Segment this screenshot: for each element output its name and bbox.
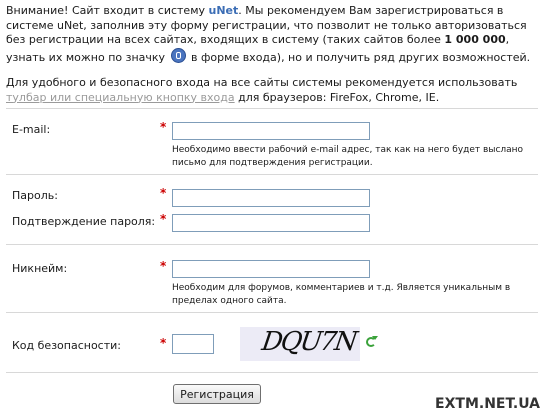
divider [6, 108, 538, 109]
captcha-text: DQU7N [259, 327, 358, 357]
register-button[interactable]: Регистрация [173, 384, 261, 404]
nickname-label: Никнейм: [12, 262, 68, 275]
intro-paragraph-2 [6, 76, 544, 105]
nickname-field[interactable] [172, 260, 370, 278]
recommend-text: Для удобного и безопасного входа на все сайты системы рекомендуется использовать [6, 76, 518, 89]
unet-link[interactable]: uNet [208, 4, 239, 17]
password-label: Пароль: [12, 189, 58, 202]
email-field[interactable] [172, 122, 370, 140]
refresh-icon[interactable] [366, 337, 376, 347]
required-mark: * [160, 336, 167, 350]
divider [6, 312, 538, 313]
intro-paragraph-1 [6, 4, 544, 65]
password-confirm-field[interactable] [172, 214, 370, 232]
security-code-label: Код безопасности: [12, 339, 121, 352]
warning-text-end-b: в форме входа), но и получить ряд других возможностей. [187, 50, 531, 64]
intro-text [6, 4, 544, 105]
warning-text: Внимание! Сайт входит в систему [6, 4, 209, 17]
warning-text-end-a: , узнать их можно по значку [6, 33, 510, 64]
toolbar-link[interactable]: тулбар или специальную кнопку входа [6, 90, 235, 104]
required-mark: * [160, 120, 167, 134]
unet-icon [171, 48, 186, 63]
divider [6, 244, 538, 245]
sites-count: 1 000 000 [444, 33, 506, 46]
nickname-hint: Необходим для форумов, комментариев и т.д. Является уникальным в пределах одного сайта. [172, 283, 511, 306]
divider [6, 372, 538, 373]
captcha-image [240, 327, 360, 361]
email-label: E-mail: [12, 123, 51, 136]
warning-text-mid: . Мы рекомендуем Вам зарегистрироваться в системе uNet, заполнив эту форму регистрации, что позволит не только авторизоваться без регистрации на всех сайтах, входящих в систему (таких сайтов более [6, 4, 527, 46]
browsers-text: для браузеров: FireFox, Chrome, IE. [234, 90, 440, 104]
email-hint: Необходимо ввести рабочий e-mail адрес, так как на него будет выслано письмо для подтверждения регистрации. [172, 145, 524, 168]
security-code-field[interactable] [172, 334, 214, 354]
divider [6, 174, 538, 175]
password-field[interactable] [172, 189, 370, 207]
required-mark: * [160, 259, 167, 273]
watermark: EXTM.NET.UA [435, 396, 540, 412]
required-mark: * [160, 212, 167, 226]
required-mark: * [160, 186, 167, 200]
password-confirm-label: Подтверждение пароля: [12, 215, 156, 228]
